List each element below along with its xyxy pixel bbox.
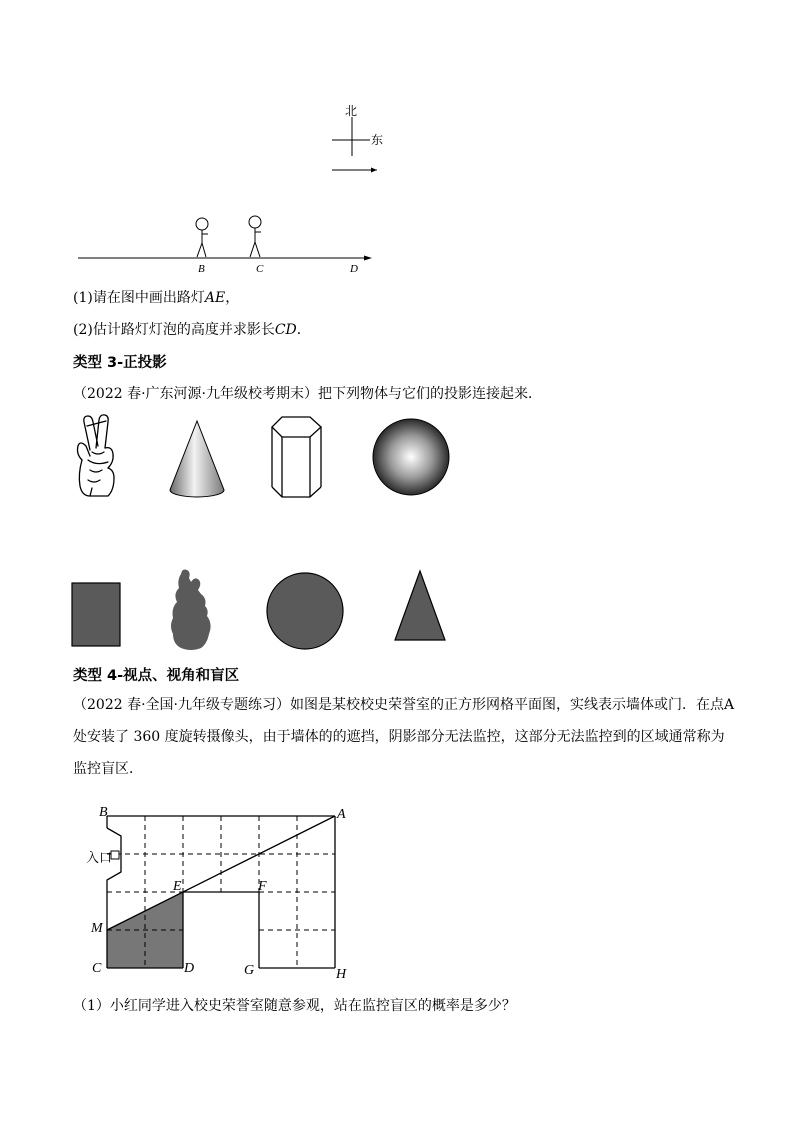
hexagonal-prism-figure (268, 413, 326, 501)
question-2 (73, 320, 311, 340)
compass-north-label: 北 (345, 104, 358, 118)
person-b-figure (196, 218, 208, 257)
circle-projection (264, 570, 346, 652)
compass-east-label: 东 (371, 133, 384, 147)
problem-4-line-1: （2022 春·全国·九年级专题练习）如图是某校校史荣誉室的正方形网格平面图，实线表示墙体或门．在点A (73, 697, 735, 713)
grid-label-c: C (92, 961, 102, 976)
cone-figure (166, 418, 228, 500)
grid-label-g: G (244, 963, 255, 978)
question-1-var: AE (204, 290, 226, 306)
street-label-c: C (256, 263, 264, 275)
problem-4-line-3: 监控盲区． (73, 761, 143, 777)
person-c-figure (249, 216, 261, 257)
problem-4-line-2: 处安装了 360 度旋转摄像头，由于墙体的的遮挡，阴影部分无法监控，这部分无法监控到的区域通常称为 (73, 729, 725, 745)
question-1-end: ， (225, 290, 240, 306)
street-label-b: B (198, 263, 205, 275)
grid-label-h: H (336, 967, 347, 982)
grid-label-b: B (99, 805, 108, 820)
hand-silhouette-projection (165, 568, 217, 652)
triangle-projection (392, 568, 448, 644)
grid-label-a: A (337, 807, 346, 822)
grid-label-e: E (173, 879, 182, 894)
grid-label-d: D (184, 961, 195, 976)
question-4-1: （1）小红同学进入校史荣誉室随意参观，站在监控盲区的概率是多少？ (73, 998, 516, 1014)
question-2-var: CD (274, 322, 297, 338)
compass-diagram (325, 100, 395, 180)
question-2-text: (2)估计路灯灯泡的高度并求影长 (73, 322, 275, 338)
question-1-text: (1)请在图中画出路灯 (73, 290, 205, 306)
question-1 (73, 288, 239, 308)
crossed-fingers-hand-figure (68, 412, 124, 500)
section-3-heading: 类型 3-正投影 (73, 355, 167, 371)
section-4-heading: 类型 4-视点、视角和盲区 (73, 668, 240, 684)
sphere-figure (370, 416, 452, 498)
street-label-d: D (350, 263, 358, 275)
grid-entrance-label: 入口 (86, 850, 113, 865)
question-2-end: ． (296, 322, 311, 338)
problem-3-text: （2022 春·广东河源·九年级校考期末）把下列物体与它们的投影连接起来． (73, 386, 542, 402)
floor-plan-grid-diagram (80, 800, 370, 985)
grid-label-f: F (258, 879, 267, 894)
street-diagram (70, 205, 390, 285)
grid-label-m: M (91, 921, 103, 936)
rectangle-projection (70, 580, 124, 650)
